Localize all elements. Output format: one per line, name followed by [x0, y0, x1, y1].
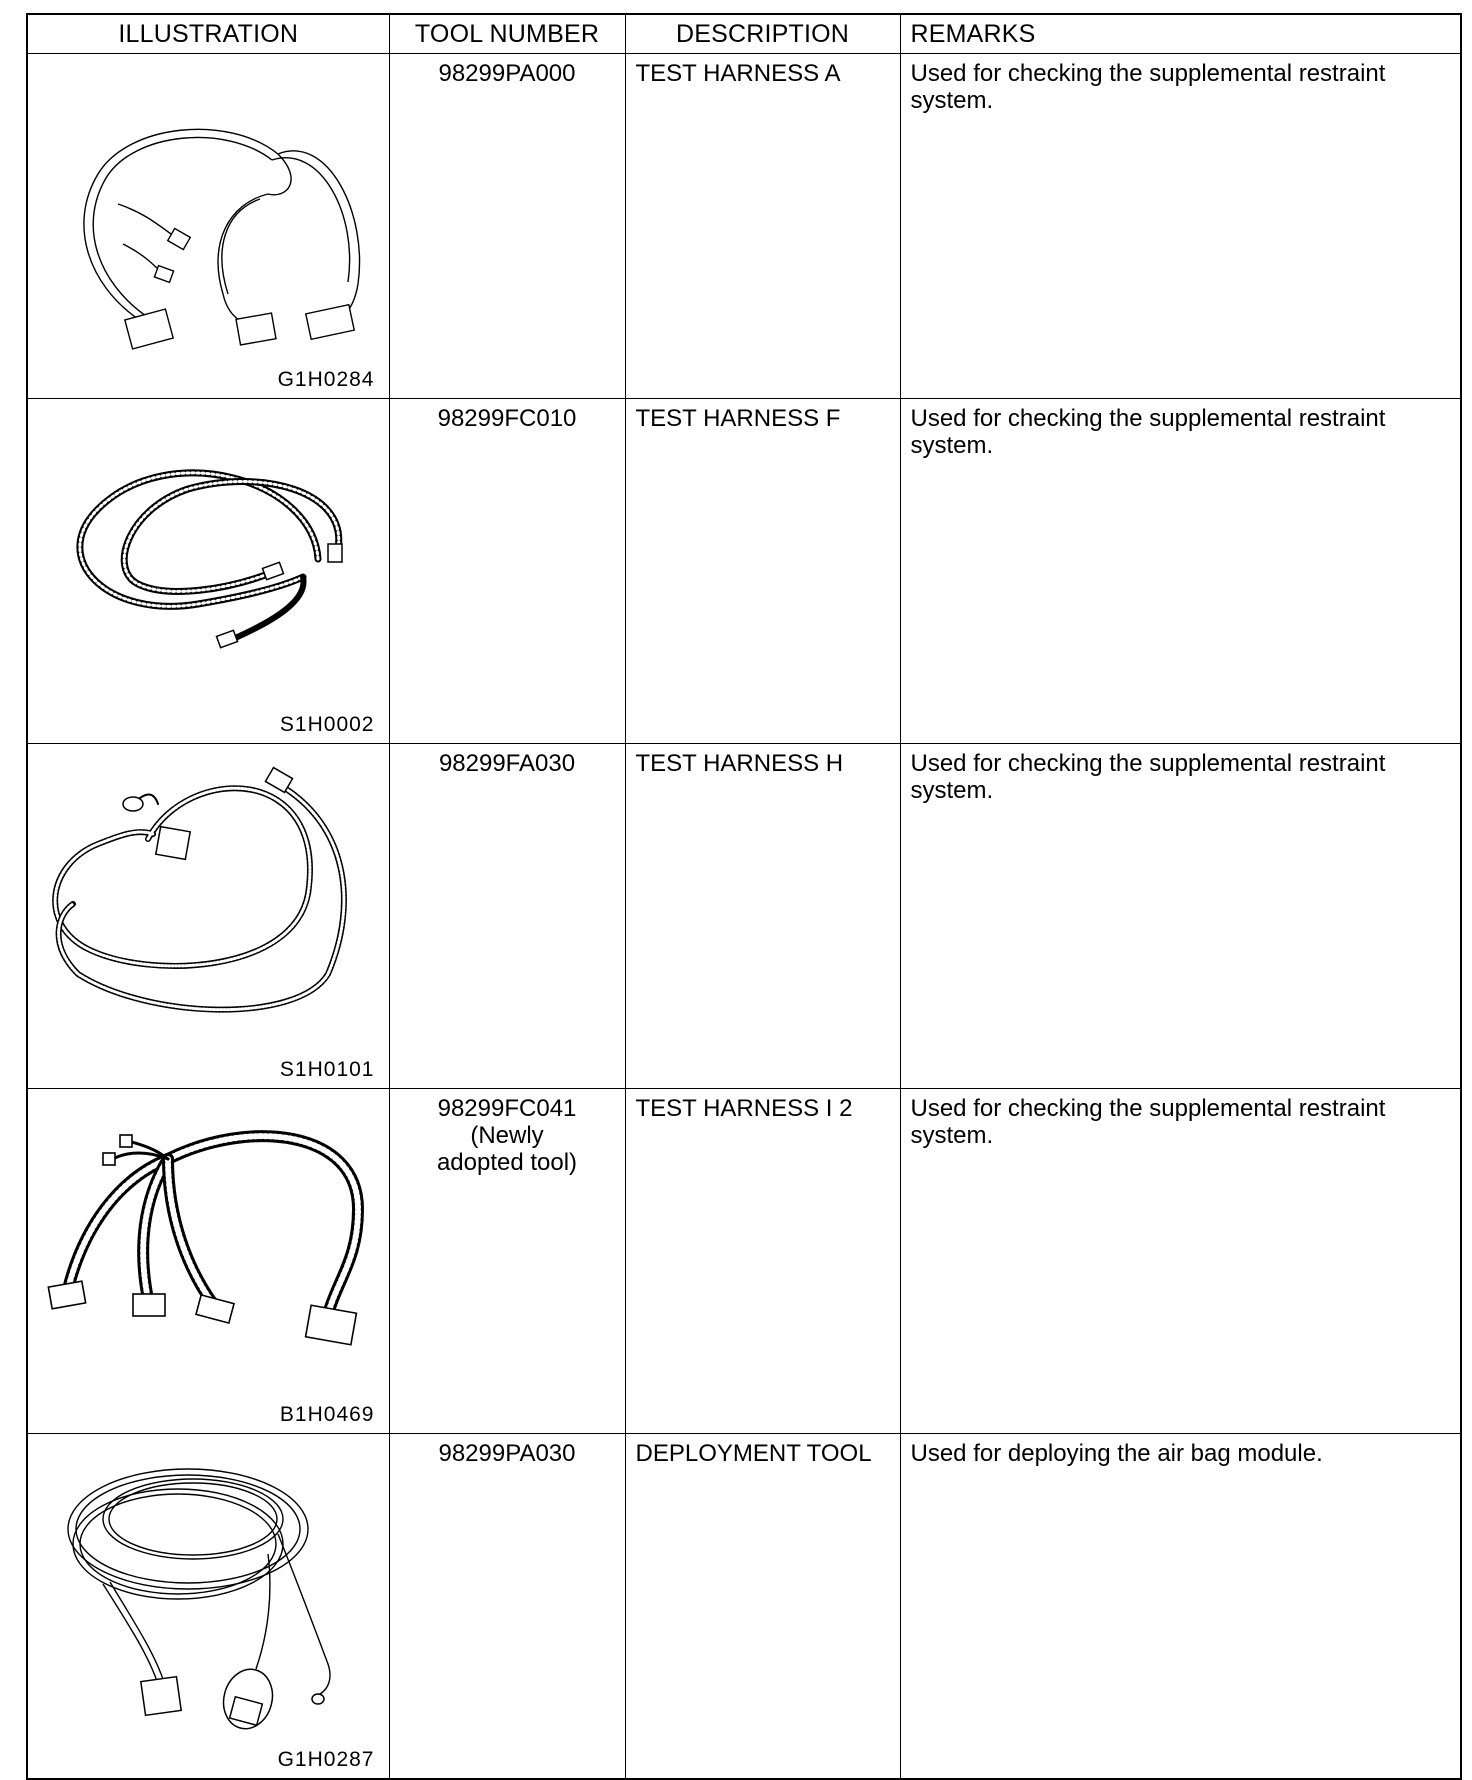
tool-number-cell	[389, 1434, 625, 1780]
description-cell: DEPLOYMENT TOOL	[625, 1434, 900, 1780]
illustration-cell	[27, 744, 389, 1089]
figure-code: B1H0469	[279, 1403, 375, 1426]
test-harness-a-illustration	[28, 54, 390, 392]
figure-code: G1H0284	[277, 368, 375, 391]
tool-number-note: (Newly adopted tool)	[436, 1122, 578, 1176]
description-cell: TEST HARNESS A	[625, 54, 900, 399]
description-cell: TEST HARNESS F	[625, 399, 900, 744]
tool-number: 98299FC010	[437, 405, 577, 432]
figure-code: G1H0287	[277, 1748, 375, 1771]
tool-number-cell	[389, 399, 625, 744]
description-cell: TEST HARNESS H	[625, 744, 900, 1089]
header-description: DESCRIPTION	[625, 14, 900, 54]
illustration-cell	[27, 399, 389, 744]
special-tools-table	[26, 13, 1462, 1780]
header-remarks: REMARKS	[900, 14, 1461, 54]
illustration-cell	[27, 54, 389, 399]
header-tool-number: TOOL NUMBER	[389, 14, 625, 54]
table-row	[27, 54, 1461, 399]
tool-number: 98299PA000	[438, 60, 576, 87]
remarks-cell: Used for checking the supplemental restraint system.	[900, 1089, 1461, 1434]
figure-code: S1H0101	[279, 1058, 375, 1081]
figure-code: S1H0002	[279, 713, 375, 736]
deployment-tool-illustration	[28, 1434, 390, 1772]
test-harness-i2-illustration	[28, 1089, 390, 1427]
tool-number: 98299FA030	[438, 750, 576, 777]
table-row	[27, 1089, 1461, 1434]
tool-number-cell	[389, 1089, 625, 1434]
tool-number-cell	[389, 744, 625, 1089]
header-illustration: ILLUSTRATION	[27, 14, 389, 54]
remarks-cell: Used for checking the supplemental restraint system.	[900, 744, 1461, 1089]
remarks-cell: Used for deploying the air bag module.	[900, 1434, 1461, 1780]
tool-number-cell	[389, 54, 625, 399]
illustration-cell	[27, 1089, 389, 1434]
tool-number: 98299FC041	[437, 1095, 577, 1122]
table-row	[27, 399, 1461, 744]
description-cell: TEST HARNESS I 2	[625, 1089, 900, 1434]
illustration-cell	[27, 1434, 389, 1780]
remarks-cell: Used for checking the supplemental restraint system.	[900, 399, 1461, 744]
tool-number: 98299PA030	[438, 1440, 576, 1467]
remarks-cell: Used for checking the supplemental restraint system.	[900, 54, 1461, 399]
test-harness-h-illustration	[28, 744, 390, 1082]
table-row	[27, 1434, 1461, 1780]
table-row	[27, 744, 1461, 1089]
test-harness-f-illustration	[28, 399, 390, 737]
table-header-row	[27, 14, 1461, 54]
